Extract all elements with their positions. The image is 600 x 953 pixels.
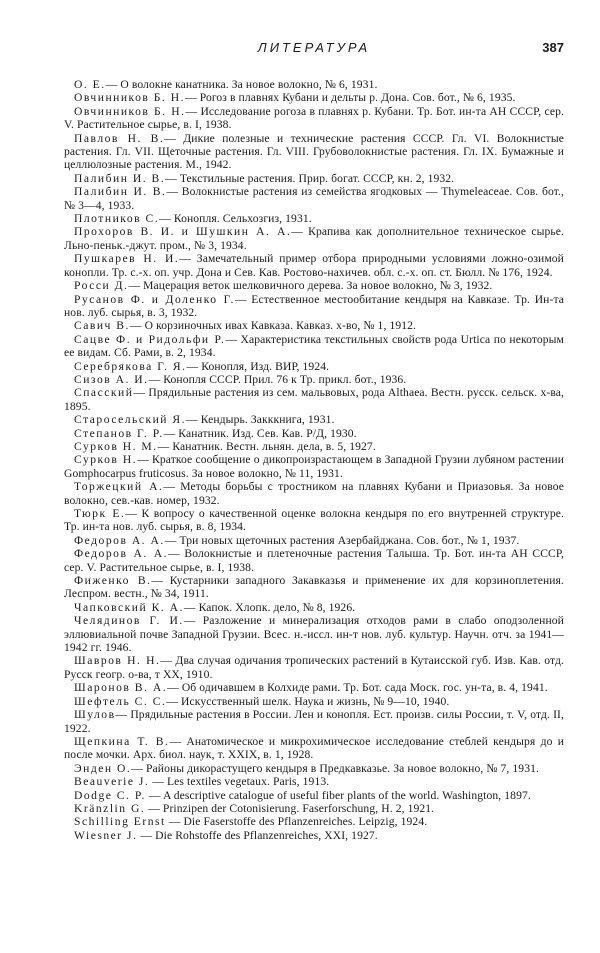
reference-author: Овчинников Б. Н. — [74, 91, 185, 105]
reference-author: Торжецкий А. — [74, 480, 164, 494]
reference-text: — Канатник. Вестн. льнян. дела, в. 5, 1927. — [157, 439, 376, 453]
reference-entry — [64, 708, 564, 735]
reference-text: — Анатомическое и микрохимическое исследование стеблей кендыря до и после мочки. Арх. биол. наук, т. XXIX, в. 1, 1928. — [64, 734, 564, 762]
reference-entry — [64, 654, 564, 681]
reference-author: Росси Д. — [74, 279, 129, 293]
reference-entry — [64, 614, 564, 654]
reference-entry — [64, 91, 564, 104]
reference-text: — Дикие полезные и технические растения СССР. Гл. VI. Волокнистые растения. Гл. VII. Щеточные растения. Гл. VIII. Грубоволокнистые растения. Гл. IX. Бумажные и целлюлозные растения. М., 1942. — [64, 131, 564, 172]
reference-author: О. Е. — [74, 78, 106, 91]
reference-author: Овчинников Б. Н. — [74, 104, 186, 118]
reference-author: Челядинов Г. И. — [74, 614, 184, 628]
reference-entry — [64, 413, 564, 426]
reference-author: Dodge C. P. — [74, 788, 146, 802]
reference-text: — Волокнистые растения из семейства ягодковых — Thymeleaceae. Сов. бот., № 3—4, 1933. — [64, 185, 564, 212]
reference-author: Федоров А. А. — [74, 533, 165, 547]
reference-author: Федоров А. А. — [74, 547, 169, 561]
reference-author: Шавров Н. Н. — [74, 654, 161, 668]
running-title: ЛИТЕРАТУРА — [257, 40, 371, 55]
reference-text: — Краткое сообщение о дикопроизрастающем в Западной Грузии лубяном растении Gomphocarpus fruticosus. За новое волокно, № 11, 1931. — [64, 453, 564, 480]
reference-text: — Капок. Хлопк. дело, № 8, 1926. — [183, 600, 356, 614]
reference-author: Шаронов В. А. — [74, 681, 168, 695]
reference-text: — Искусственный шелк. Наука и жизнь, № 9—10, 1940. — [166, 694, 450, 708]
reference-entry — [64, 507, 564, 534]
reference-entry — [64, 279, 564, 292]
reference-author: Чапковский К. А. — [74, 600, 184, 614]
reference-text: — Мацерация веток шелковичного дерева. За новое волокно, № 3, 1932. — [128, 279, 493, 293]
reference-text: — Два случая одичания тропических растений в Кутаисской губ. Изв. Кав. отд. Русск геогр. о-ва, т XX, 1910. — [64, 654, 564, 681]
reference-text: — Исследование рогоза в плавнях р. Кубани. Тр. Бот. ин-та АН СССР, сер. V. Растительное сырье, в. I, 1938. — [64, 104, 564, 132]
reference-entry — [64, 172, 564, 185]
reference-text: — Три новых щеточных растения Азербайджана. Сов. бот., № 1, 1937. — [164, 533, 520, 547]
reference-author: Тюрк Е. — [74, 507, 126, 520]
reference-text: — Волокнистые и плетеночные растения Талыша. Тр. Бот. ин-та АН СССР, сер. V. Растительное сырье, в. I, 1938. — [64, 547, 564, 574]
reference-text: — Кустарники западного Закавказья и применение их для корзиноплетения. Леспром. вестн., № 34, 1911. — [64, 574, 564, 601]
reference-author: Палибин И. В. — [74, 185, 167, 199]
reference-entry — [64, 789, 564, 802]
reference-text: — Кендырь. Закккнига, 1931. — [186, 413, 335, 427]
reference-entry — [64, 252, 564, 279]
reference-author: Палибин И. В. — [74, 171, 166, 185]
reference-author: Спасский — [74, 386, 134, 400]
reference-author: Русанов Ф. и Доленко Г. — [74, 292, 235, 306]
reference-list — [64, 78, 564, 842]
reference-entry — [64, 319, 564, 332]
reference-entry — [64, 762, 564, 775]
reference-author: Beauverie J. — [74, 775, 150, 789]
reference-text: — Крапива как дополнительное техническое сырье. Льно-пеньк.-джут. пром., № 3, 1934. — [64, 225, 564, 252]
reference-entry — [64, 293, 564, 320]
reference-entry — [64, 78, 564, 91]
reference-entry — [64, 333, 564, 360]
reference-text: — Канатник. Изд. Сев. Кав. Р/Д, 1930. — [163, 426, 357, 440]
reference-entry — [64, 212, 564, 225]
reference-entry — [64, 105, 564, 132]
reference-entry — [64, 480, 564, 507]
reference-text: — Естественное местообитание кендыря на Кавказе. Тр. Ин-та нов. луб. сырья, в. 3, 1932. — [64, 292, 564, 319]
reference-text: — Конопля, Изд. ВИР, 1924. — [186, 359, 330, 373]
reference-author: Шулов — [74, 708, 116, 722]
reference-text: — Prinzipen der Cotonisierung. Faserforschung, H. 2, 1921. — [145, 801, 435, 815]
reference-entry — [64, 427, 564, 440]
reference-entry — [64, 453, 564, 480]
reference-entry — [64, 574, 564, 601]
reference-author: Прохоров В. И. и Шушкин А. А. — [74, 225, 292, 239]
reference-text: — Die Rohstoffe des Pflanzenreiches, XXI, 1927. — [137, 828, 378, 842]
reference-author: Сацве Ф. и Ридольфи Р. — [74, 332, 226, 346]
reference-entry — [64, 132, 564, 172]
reference-text: — Рогоз в плавнях Кубани и дельты р. Дона. Сов. бот., № 6, 1935. — [185, 91, 516, 105]
page-number: 387 — [542, 40, 564, 55]
reference-text: — Характеристика текстильных свойств рода Urtica по некоторым ее видам. Сб. Рами, в. 2, 1934. — [64, 332, 564, 360]
reference-text: — Прядильные растения в России. Лен и конопля. Ест. произв. силы России, т. V, отд. II, 1922. — [64, 708, 564, 735]
reference-author: Сизов А. И. — [74, 372, 149, 386]
reference-author: Schilling Ernst — [74, 815, 166, 829]
reference-entry — [64, 681, 564, 694]
reference-text: — Les textiles vegetaux. Paris, 1913. — [149, 775, 330, 789]
reference-entry — [64, 386, 564, 413]
reference-text: — A descriptive catalogue of useful fiber plants of the world. Washington, 1897. — [145, 788, 531, 802]
reference-text: — Замечательный пример отбора природными условиями ложно-озимой конопли. Тр. с.-х. оп. учр. Дона и Сев. Кав. Ростово-нахичев. обл. с.-х. оп. ст. Бюлл. № 176, 1924. — [64, 252, 564, 279]
reference-author: Энден О. — [74, 761, 132, 775]
reference-author: Шефтель С. С. — [74, 694, 167, 708]
reference-text: — Конопля. Сельхозгиз, 1931. — [159, 212, 312, 226]
reference-entry — [64, 225, 564, 252]
reference-author: Савич В. — [74, 319, 130, 333]
reference-text: — Текстильные растения. Прир. богат. СССР, кн. 2, 1932. — [165, 171, 455, 185]
reference-author: Серебрякова Г. Я. — [74, 359, 187, 373]
reference-author: Wiesner J. — [74, 828, 138, 842]
reference-entry — [64, 547, 564, 574]
reference-text: — Об одичавшем в Колхиде рами. Тр. Бот. сада Моск. гос. ун-та, в. 4, 1941. — [167, 681, 548, 695]
reference-author: Фиженко В. — [74, 574, 152, 588]
reference-entry — [64, 601, 564, 614]
reference-text: — К вопросу о качественной оценке волокна кендыря по его внутренней структуре. Тр. ин-та нов. луб. сырья, в. 8, 1934. — [64, 507, 564, 534]
reference-author: Степанов Г. Р. — [74, 426, 164, 440]
page-header — [64, 40, 564, 68]
reference-entry — [64, 695, 564, 708]
reference-entry — [64, 373, 564, 386]
reference-author: Пушкарев Н. И. — [74, 252, 180, 266]
reference-entry — [64, 802, 564, 815]
reference-author: Павлов Н. В. — [74, 131, 165, 145]
reference-text: — О корзиночных ивах Кавказа. Кавказ. х-во, № 1, 1912. — [129, 319, 417, 333]
reference-text: — Конопля СССР. Прил. 76 к Тр. прикл. бот., 1936. — [148, 372, 407, 386]
reference-entry — [64, 829, 564, 842]
reference-author: Плотников С. — [74, 212, 160, 226]
reference-author: Сурков Н. М. — [74, 439, 158, 453]
reference-text: — Прядильные растения из сем. мальвовых, рода Althaea. Вестн. русск. сельск. х-ва, 1895. — [64, 386, 564, 413]
reference-entry — [64, 534, 564, 547]
reference-text: — Разложение и минерализация отходов рами в слабо оподзоленной эллювиальной почве Западной Грузии. Всес. н.-иссл. ин-т нов. луб. культур. Научн. отч. за 1941—1942 гг. 1946. — [64, 614, 564, 655]
reference-author: Сурков Н. — [74, 453, 138, 467]
reference-text: — Районы дикорастущего кендыря в Предкавказье. За новое волокно, № 7, 1931. — [131, 761, 539, 775]
page — [64, 0, 564, 842]
reference-entry — [64, 440, 564, 453]
reference-text: — Методы борьбы с тростником на плавнях Кубани и Приазовья. За новое волокно, сев.-кав. номер, 1932. — [64, 480, 564, 507]
reference-author: Kränzlin G. — [74, 801, 146, 815]
reference-entry — [64, 735, 564, 762]
reference-text: — О волокне канатника. За новое волокно, № 6, 1931. — [105, 78, 378, 91]
reference-entry — [64, 185, 564, 212]
reference-text: — Die Faserstoffe des Pflanzenreiches. Leipzig, 1924. — [165, 815, 428, 829]
reference-entry — [64, 815, 564, 828]
reference-entry — [64, 775, 564, 788]
reference-author: Щепкина Т. В. — [74, 734, 170, 748]
reference-entry — [64, 360, 564, 373]
reference-author: Старосельский Я. — [74, 413, 187, 427]
